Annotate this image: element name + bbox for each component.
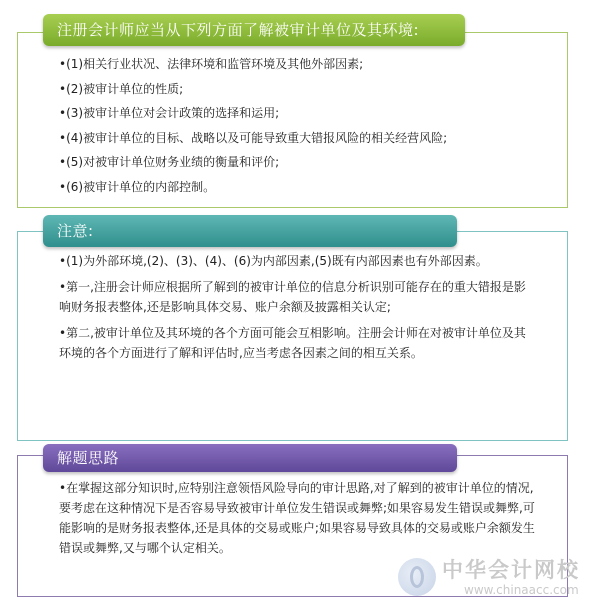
list-item: •(4)被审计单位的目标、战略以及可能导致重大错报风险的相关经营风险; xyxy=(59,130,448,145)
section-3-title: 解题思路 xyxy=(43,444,457,472)
section-1-list xyxy=(59,52,549,199)
section-2-list xyxy=(59,251,537,369)
list-item: •第一,注册会计师应根据所了解到的被审计单位的信息分析识别可能存在的重大错报是影响财务报表整体,还是影响具体交易、账户余额及披露相关认定; xyxy=(59,280,526,314)
section-2-title: 注意: xyxy=(43,215,457,247)
list-item: •在掌握这部分知识时,应特别注意领悟风险导向的审计思路,对了解到的被审计单位的情况,要考虑在这种情况下是否容易导致被审计单位发生错误或舞弊;如果容易发生错误或舞弊,可能影响的是财务报表整体,还是具体的交易或账户;如果容易导致具体的交易或账户余额发生错误或舞弊,又与哪个认定相关。 xyxy=(59,481,535,555)
list-item: •(1)为外部环境,(2)、(3)、(4)、(6)为内部因素,(5)既有内部因素也有外部因素。 xyxy=(59,254,488,268)
section-1-title: 注册会计师应当从下列方面了解被审计单位及其环境: xyxy=(43,14,465,46)
logo-icon xyxy=(398,558,436,596)
section-3-list xyxy=(59,478,537,558)
list-item: •(5)对被审计单位财务业绩的衡量和评价; xyxy=(59,155,280,169)
list-item: •(2)被审计单位的性质; xyxy=(59,81,184,96)
list-item: •(3)被审计单位对会计政策的选择和运用; xyxy=(59,106,280,120)
list-item: •(1)相关行业状况、法律环境和监管环境及其他外部因素; xyxy=(59,57,364,71)
watermark xyxy=(398,554,590,602)
list-item: •(6)被审计单位的内部控制。 xyxy=(59,179,216,194)
watermark-name: 中华会计网校 xyxy=(442,558,580,582)
watermark-url: www.chinaacc.com xyxy=(464,583,579,597)
list-item: •第二,被审计单位及其环境的各个方面可能会互相影响。注册会计师在对被审计单位及其环境的各个方面进行了解和评估时,应当考虑各因素之间的相互关系。 xyxy=(59,326,526,360)
